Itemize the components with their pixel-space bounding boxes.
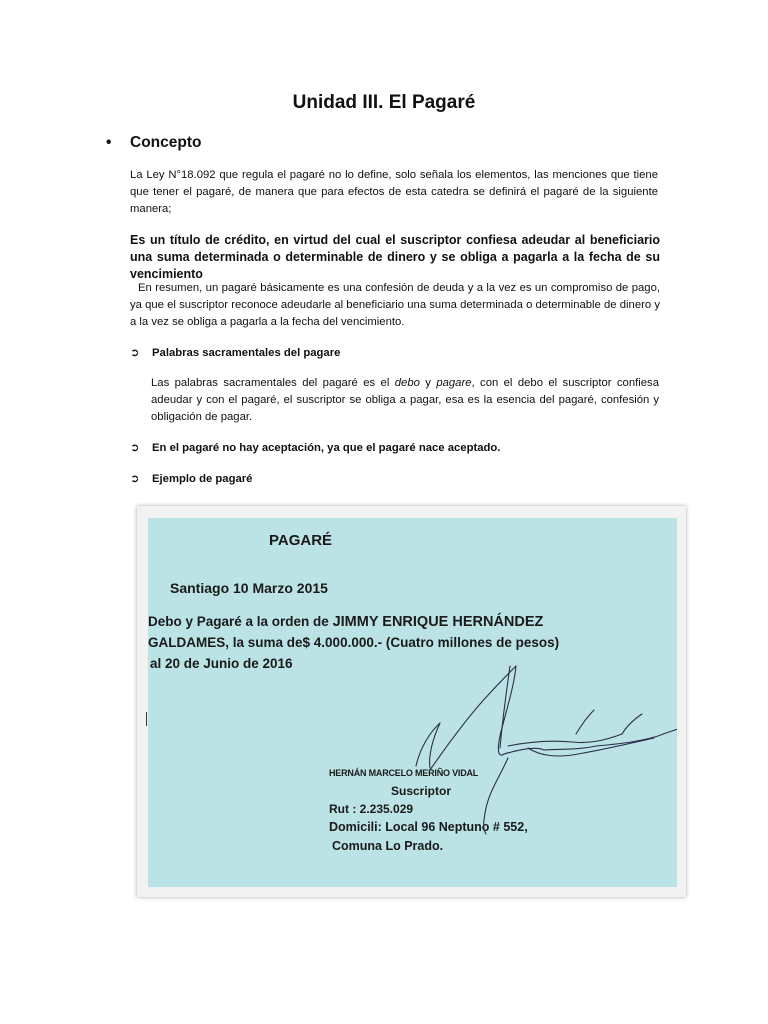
- subheading-palabras-label: Palabras sacramentales del pagare: [152, 347, 341, 359]
- subheading-aceptacion-label: En el pagaré no hay aceptación, ya que el pagaré nace aceptado.: [152, 442, 501, 454]
- pagare-beneficiary-name: JIMMY ENRIQUE HERNÁNDEZ: [332, 614, 544, 630]
- pagare-line-2: GALDAMES, la suma de$ 4.000.000.- (Cuatro millones de pesos): [148, 635, 560, 650]
- palabras-em-debo: debo: [394, 377, 420, 389]
- arrow-icon: ➲: [130, 473, 140, 485]
- palabras-paragraph: [151, 375, 659, 426]
- handwritten-signature: [148, 518, 677, 887]
- pagare-line-3: al 20 de Junio de 2016: [150, 656, 293, 671]
- intro-paragraph: La Ley N°18.092 que regula el pagaré no lo define, solo señala los elementos, las menciones que tiene que tener el pagaré, de manera que para efectos de esta catedra se definirá el pagaré de la siguiente manera;: [130, 169, 658, 215]
- section-heading-label: Concepto: [130, 134, 202, 151]
- palabras-em-pagare: pagare: [436, 377, 472, 389]
- text-cursor: [146, 712, 147, 726]
- pagare-signer-role: Suscriptor: [391, 784, 452, 798]
- subheading-ejemplo-label: Ejemplo de pagaré: [152, 473, 253, 485]
- pagare-signer-name: HERNÁN MARCELO MERIÑO VIDAL: [329, 768, 479, 778]
- palabras-text-b: y: [419, 377, 437, 389]
- pagare-line-1-text: Debo y Pagaré a la orden de: [148, 614, 333, 629]
- arrow-icon: ➲: [130, 347, 140, 359]
- page-title: Unidad III. El Pagaré: [292, 92, 476, 113]
- definition-paragraph: Es un título de crédito, en virtud del cual el suscriptor confiesa adeudar al beneficiario una suma determinada o determinable de dinero y se obliga a pagarla a la fecha de su vencimiento: [130, 233, 660, 281]
- palabras-text-a: Las palabras sacramentales del pagaré es el: [151, 377, 395, 389]
- subheading-aceptacion: [130, 441, 500, 454]
- summary-paragraph: En resumen, un pagaré básicamente es una confesión de deuda y a la vez es un compromiso de pago, ya que el suscriptor reconoce adeudarle al beneficiario una suma determinada o determinable de dinero y a la vez se obliga a pagarla a la fecha del vencimiento.: [130, 282, 660, 328]
- pagare-city-date: Santiago 10 Marzo 2015: [170, 580, 328, 596]
- pagare-comuna: Comuna Lo Prado.: [332, 839, 444, 853]
- palabras-text-c: , con el debo el suscriptor confiesa adeudar y con el pagaré, el suscriptor se obliga a pagar, esa es la esencia del pagaré, confesión y obligación de pagar.: [151, 377, 659, 423]
- pagare-rut: Rut : 2.235.029: [329, 802, 414, 816]
- subheading-palabras: [130, 346, 340, 359]
- pagare-title: PAGARÉ: [269, 532, 333, 549]
- subheading-ejemplo: [130, 472, 252, 485]
- section-heading: [106, 134, 201, 152]
- arrow-icon: ➲: [130, 442, 140, 454]
- bullet-mark: •: [106, 134, 112, 151]
- pagare-domicilio: Domicili: Local 96 Neptuno # 552,: [329, 820, 528, 834]
